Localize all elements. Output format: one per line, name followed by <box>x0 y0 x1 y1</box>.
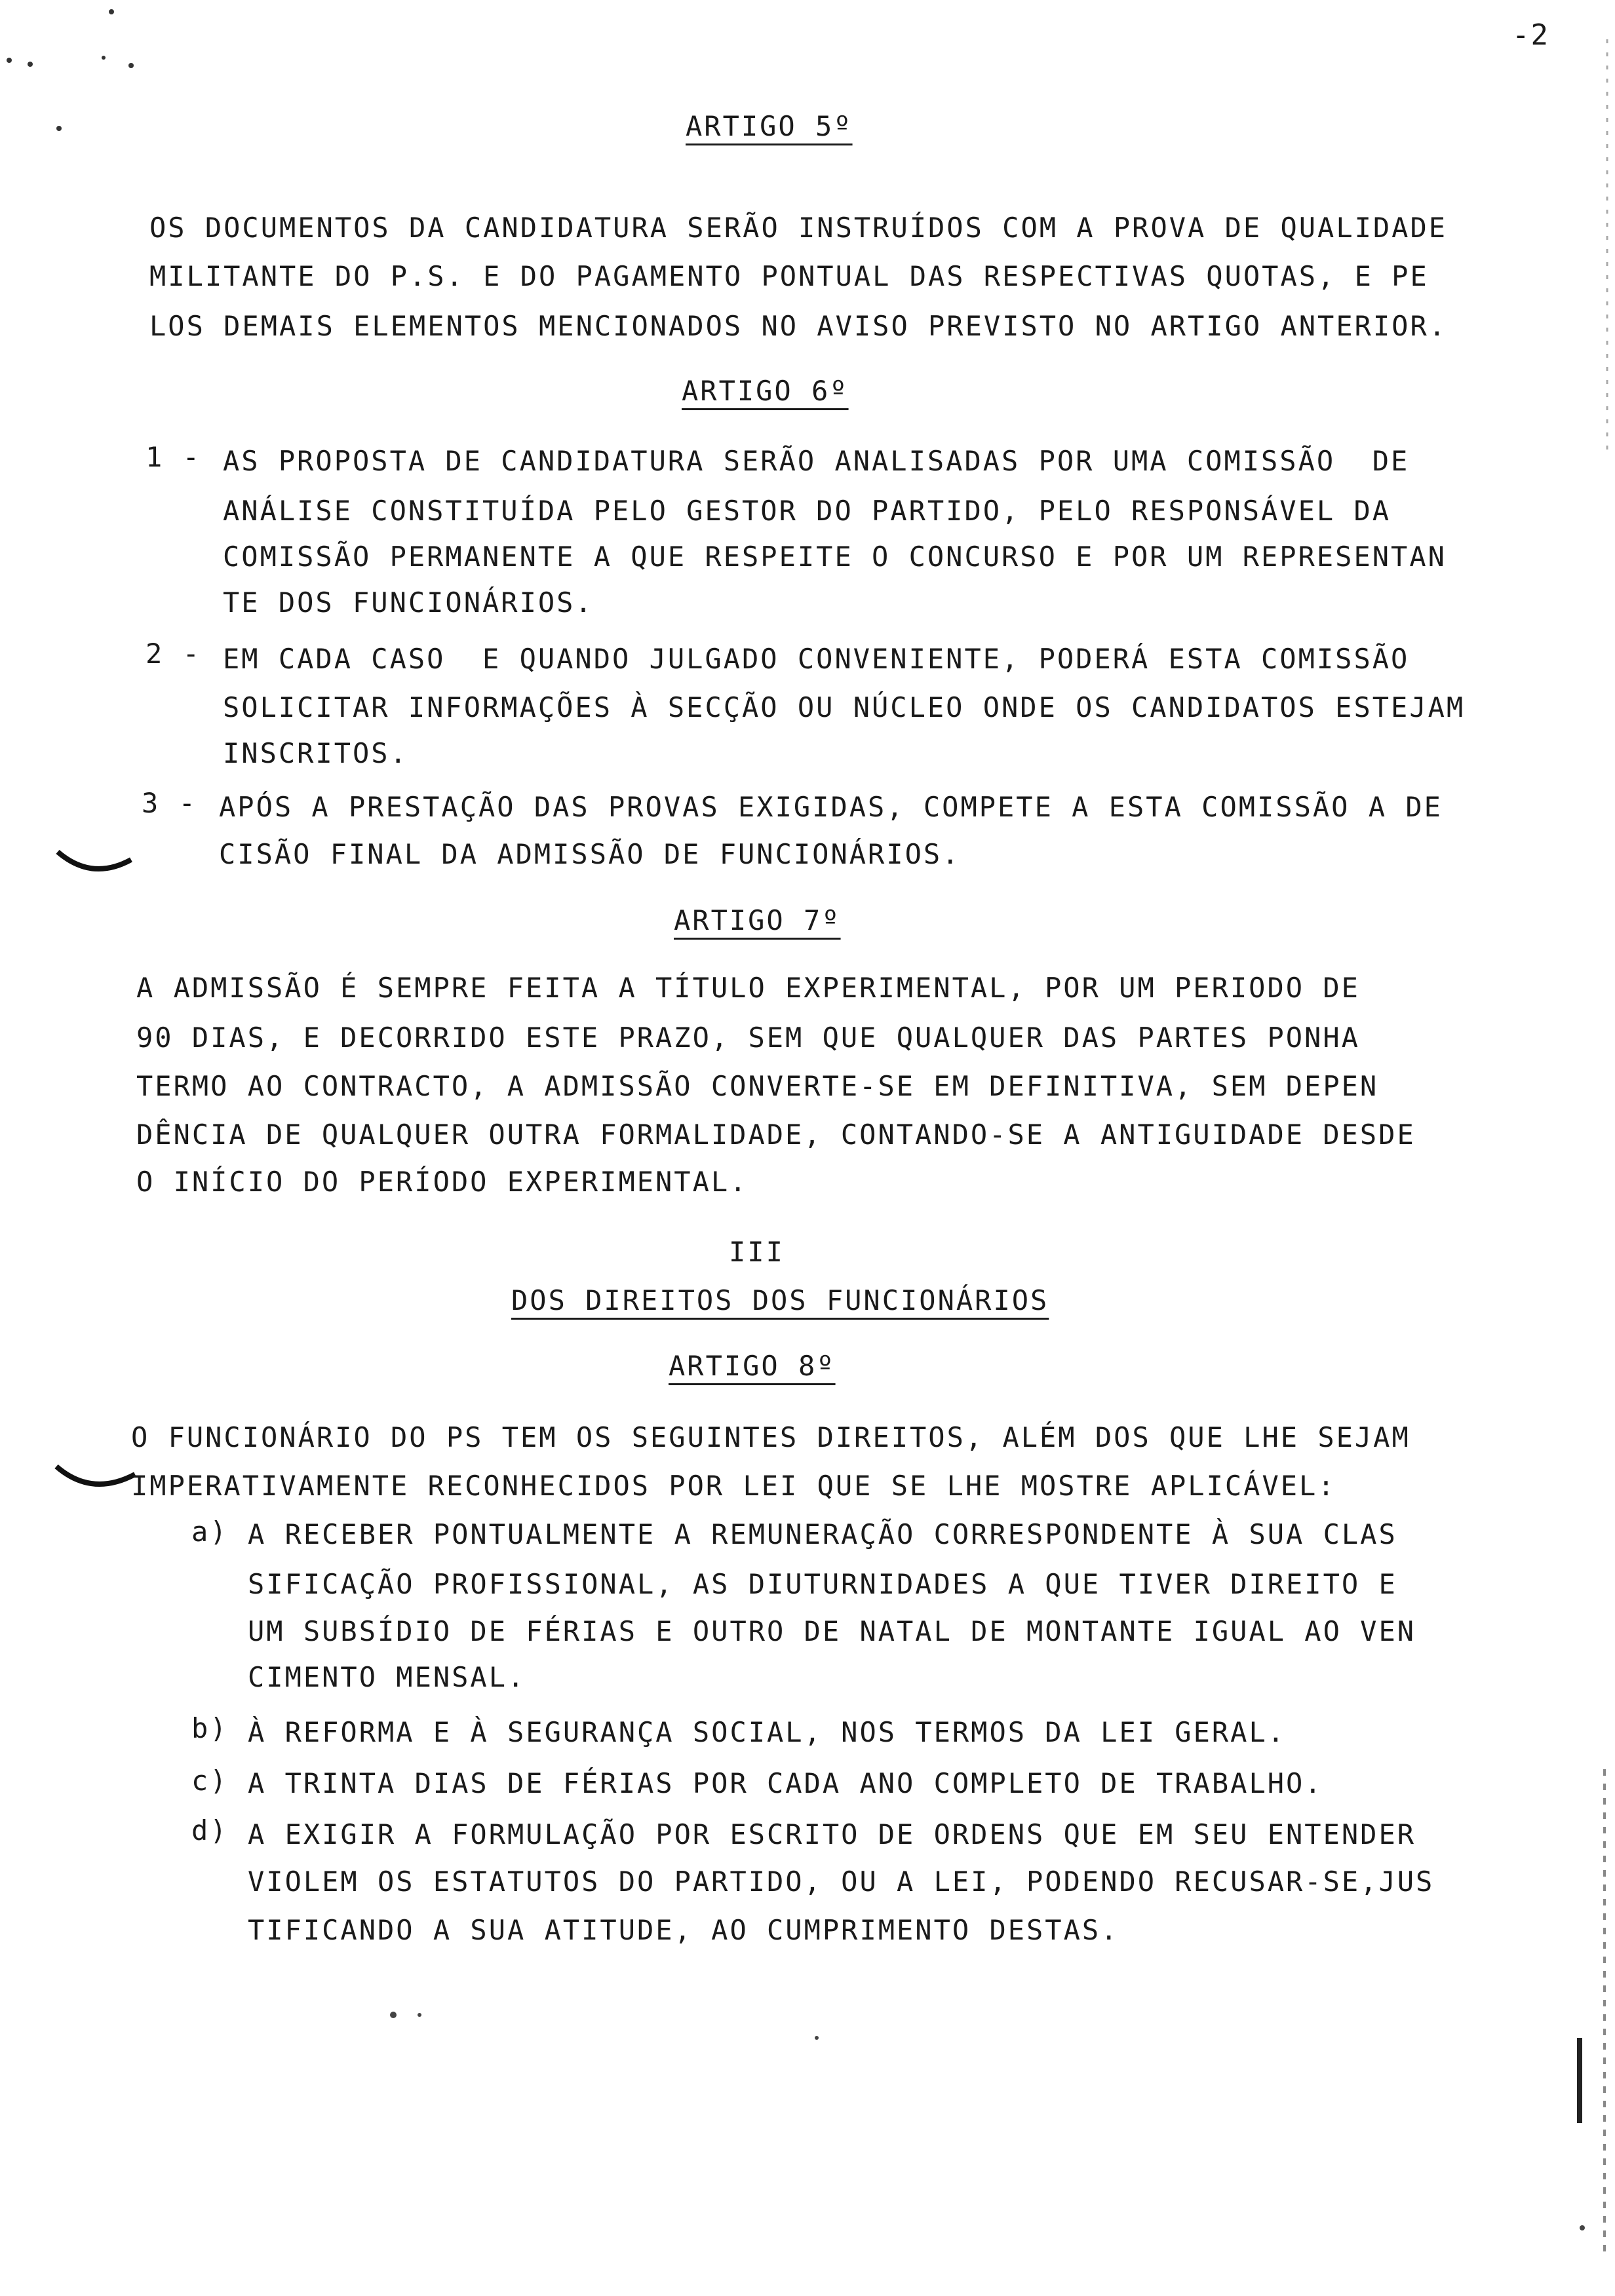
text-line: TIFICANDO A SUA ATITUDE, AO CUMPRIMENTO DESTAS. <box>248 1914 1119 1946</box>
text-line: IMPERATIVAMENTE RECONHECIDOS POR LEI QUE SE LHE MOSTRE APLICÁVEL: <box>131 1470 1336 1502</box>
text-line: A ADMISSÃO É SEMPRE FEITA A TÍTULO EXPERIMENTAL, POR UM PERIODO DE <box>136 972 1360 1004</box>
text-line: APÓS A PRESTAÇÃO DAS PROVAS EXIGIDAS, COMPETE A ESTA COMISSÃO A DE <box>219 791 1443 823</box>
article-heading: ARTIGO 6º <box>682 375 849 407</box>
text-line: SOLICITAR INFORMAÇÕES À SECÇÃO OU NÚCLEO ONDE OS CANDIDATOS ESTEJAM <box>223 691 1466 723</box>
text-line: MILITANTE DO P.S. E DO PAGAMENTO PONTUAL DAS RESPECTIVAS QUOTAS, E PE <box>149 260 1429 292</box>
text-line: CISÃO FINAL DA ADMISSÃO DE FUNCIONÁRIOS. <box>219 838 961 870</box>
item-number: 1 - <box>146 441 201 473</box>
item-number: 2 - <box>146 638 201 670</box>
text-line: À REFORMA E À SEGURANÇA SOCIAL, NOS TERMOS DA LEI GERAL. <box>248 1716 1287 1748</box>
text-line: TE DOS FUNCIONÁRIOS. <box>223 586 594 619</box>
page-number: -2 <box>1512 18 1549 52</box>
article-heading: ARTIGO 7º <box>674 904 841 936</box>
text-line: UM SUBSÍDIO DE FÉRIAS E OUTRO DE NATAL DE MONTANTE IGUAL AO VEN <box>248 1615 1416 1647</box>
item-label: d) <box>191 1814 229 1846</box>
text-line: A TRINTA DIAS DE FÉRIAS POR CADA ANO COMPLETO DE TRABALHO. <box>248 1767 1323 1799</box>
text-line: DÊNCIA DE QUALQUER OUTRA FORMALIDADE, CONTANDO-SE A ANTIGUIDADE DESDE <box>136 1119 1416 1151</box>
item-number: 3 - <box>142 787 197 819</box>
text-line: COMISSÃO PERMANENTE A QUE RESPEITE O CONCURSO E POR UM REPRESENTAN <box>223 541 1447 573</box>
item-label: c) <box>191 1765 229 1797</box>
text-line: A EXIGIR A FORMULAÇÃO POR ESCRITO DE ORDENS QUE EM SEU ENTENDER <box>248 1818 1416 1850</box>
item-label: b) <box>191 1712 229 1744</box>
article-heading: ARTIGO 8º <box>669 1350 836 1382</box>
article-heading: ARTIGO 5º <box>686 110 853 142</box>
section-title: DOS DIREITOS DOS FUNCIONÁRIOS <box>511 1284 1049 1316</box>
text-line: VIOLEM OS ESTATUTOS DO PARTIDO, OU A LEI, PODENDO RECUSAR-SE,JUS <box>248 1866 1435 1898</box>
text-line: SIFICAÇÃO PROFISSIONAL, AS DIUTURNIDADES A QUE TIVER DIREITO E <box>248 1568 1397 1600</box>
text-line: AS PROPOSTA DE CANDIDATURA SERÃO ANALISADAS POR UMA COMISSÃO DE <box>223 445 1410 477</box>
hole-punch-mark <box>56 1466 135 1484</box>
text-line: INSCRITOS. <box>223 737 408 769</box>
text-line: TERMO AO CONTRACTO, A ADMISSÃO CONVERTE-SE EM DEFINITIVA, SEM DEPEN <box>136 1070 1379 1102</box>
text-line: O INÍCIO DO PERÍODO EXPERIMENTAL. <box>136 1166 749 1198</box>
section-roman: III <box>729 1236 785 1268</box>
text-line: LOS DEMAIS ELEMENTOS MENCIONADOS NO AVISO PREVISTO NO ARTIGO ANTERIOR. <box>149 310 1448 342</box>
text-line: EM CADA CASO E QUANDO JULGADO CONVENIENTE, PODERÁ ESTA COMISSÃO <box>223 643 1410 675</box>
text-line: 90 DIAS, E DECORRIDO ESTE PRAZO, SEM QUE QUALQUER DAS PARTES PONHA <box>136 1022 1360 1054</box>
item-label: a) <box>191 1516 229 1548</box>
text-line: O FUNCIONÁRIO DO PS TEM OS SEGUINTES DIREITOS, ALÉM DOS QUE LHE SEJAM <box>131 1421 1411 1453</box>
text-line: OS DOCUMENTOS DA CANDIDATURA SERÃO INSTRUÍDOS COM A PROVA DE QUALIDADE <box>149 212 1448 244</box>
text-line: A RECEBER PONTUALMENTE A REMUNERAÇÃO CORRESPONDENTE À SUA CLAS <box>248 1518 1397 1550</box>
text-line: CIMENTO MENSAL. <box>248 1661 526 1693</box>
text-line: ANÁLISE CONSTITUÍDA PELO GESTOR DO PARTIDO, PELO RESPONSÁVEL DA <box>223 495 1391 527</box>
hole-punch-mark <box>58 852 131 869</box>
